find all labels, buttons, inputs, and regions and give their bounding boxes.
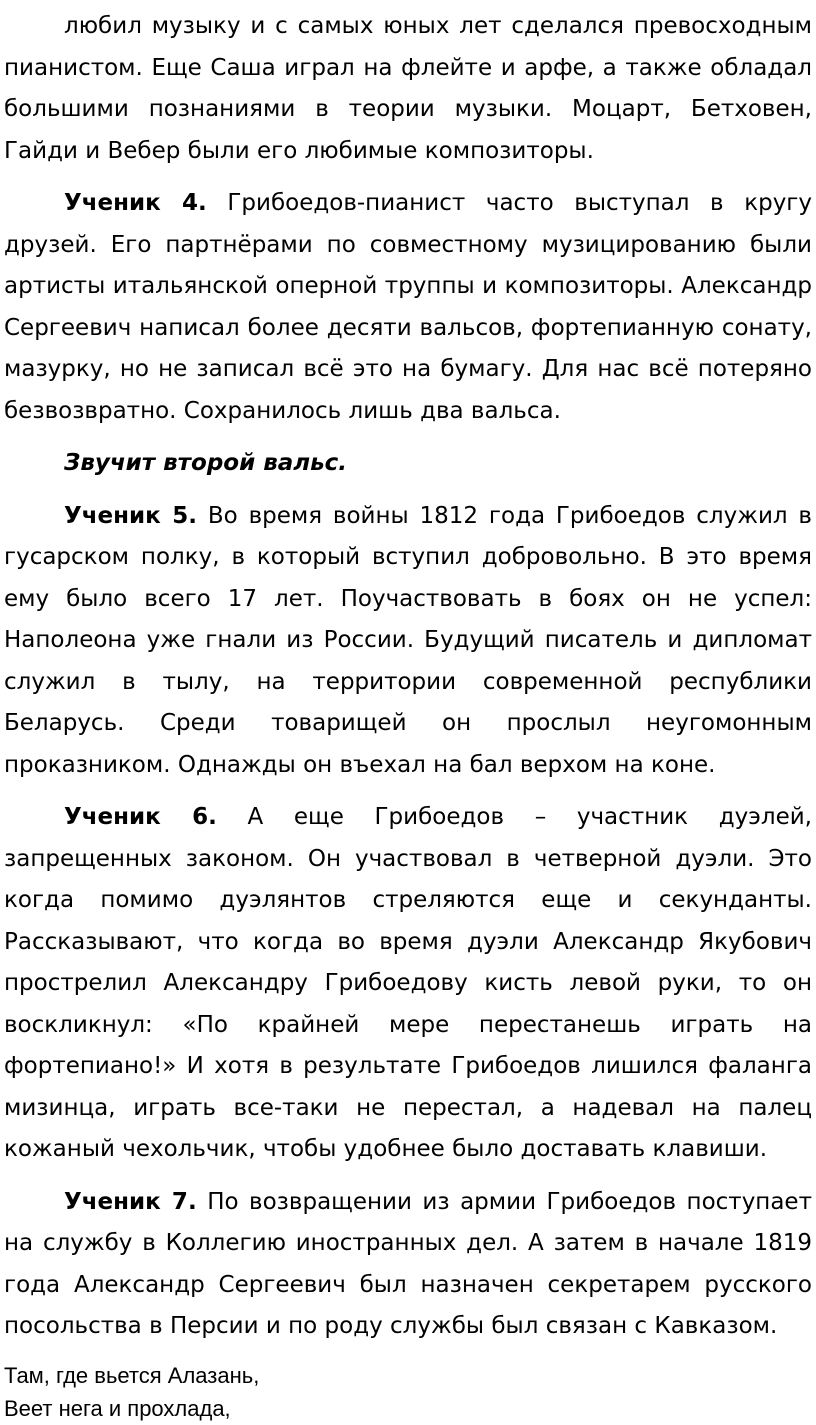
poem-excerpt — [4, 1359, 812, 1425]
paragraph-student-4 — [4, 183, 812, 432]
student-5-label: Ученик 5. — [64, 502, 198, 529]
student-4-text: Грибоедов-пианист часто выступал в кругу друзей. Его партнёрами по совместному музицированию были артисты итальянской оперной труппы и композиторы. Александр Сергеевич написал более десяти вальсов, фортепианную сонату, мазурку, но не записал всё это на бумагу. Для нас всё потеряно безвозвратно. Сохранилось лишь два вальса. — [4, 190, 813, 424]
student-7-text: По возвращении из армии Грибоедов поступает на службу в Коллегию иностранных дел. А затем в начале 1819 года Александр Сергеевич был назначен секретарем русского посольства в Персии и по роду службы был связан с Кавказом. — [4, 1188, 812, 1339]
paragraph-text: любил музыку и с самых юных лет сделался превосходным пианистом. Еще Саша играл на флейте и арфе, а также обладал большими познаниями в теории музыки. Моцарт, Бетховен, Гайди и Вебер были его любимые композиторы. — [4, 13, 812, 164]
student-7-label: Ученик 7. — [64, 1188, 197, 1215]
paragraph-continuation — [4, 6, 812, 172]
student-6-label: Ученик 6. — [64, 804, 217, 830]
stage-direction: Звучит второй вальс. — [64, 450, 348, 476]
student-6-text: А еще Грибоедов – участник дуэлей, запрещенных законом. Он участвовал в четверной дуэли. Это когда помимо дуэлянтов стреляются еще и секунданты. Рассказывают, что когда во время дуэли Александр Якубович прострелил Александру Грибоедову кисть левой руки, то он воскликнул: «По крайней мере перестанешь играть на фортепиано!» И хотя в результате Грибоедов лишился фаланга мизинца, играть все-таки не перестал, а надевал на палец кожаный чехольчик, чтобы удобнее было доставать клавиши. — [4, 804, 812, 1162]
student-4-label: Ученик 4. — [64, 190, 207, 216]
student-5-text: Во время войны 1812 года Грибоедов служил в гусарском полку, в который вступил добровольно. В это время ему было всего 17 лет. Поучаствовать в боях он не успел: Наполеона уже гнали из России. Будущий писатель и дипломат служил в тылу, на территории современной республики Беларусь. Среди товарищей он прослыл неугомонным проказником. Однажды он въехал на бал верхом на коне. — [4, 502, 812, 778]
paragraph-student-5 — [4, 496, 812, 787]
paragraph-student-6 — [4, 797, 812, 1171]
paragraph-student-7 — [4, 1182, 812, 1348]
poem-line-1: Там, где вьется Алазань, — [4, 1362, 260, 1388]
poem-line-2: Веет нега и прохлада, — [4, 1395, 231, 1421]
